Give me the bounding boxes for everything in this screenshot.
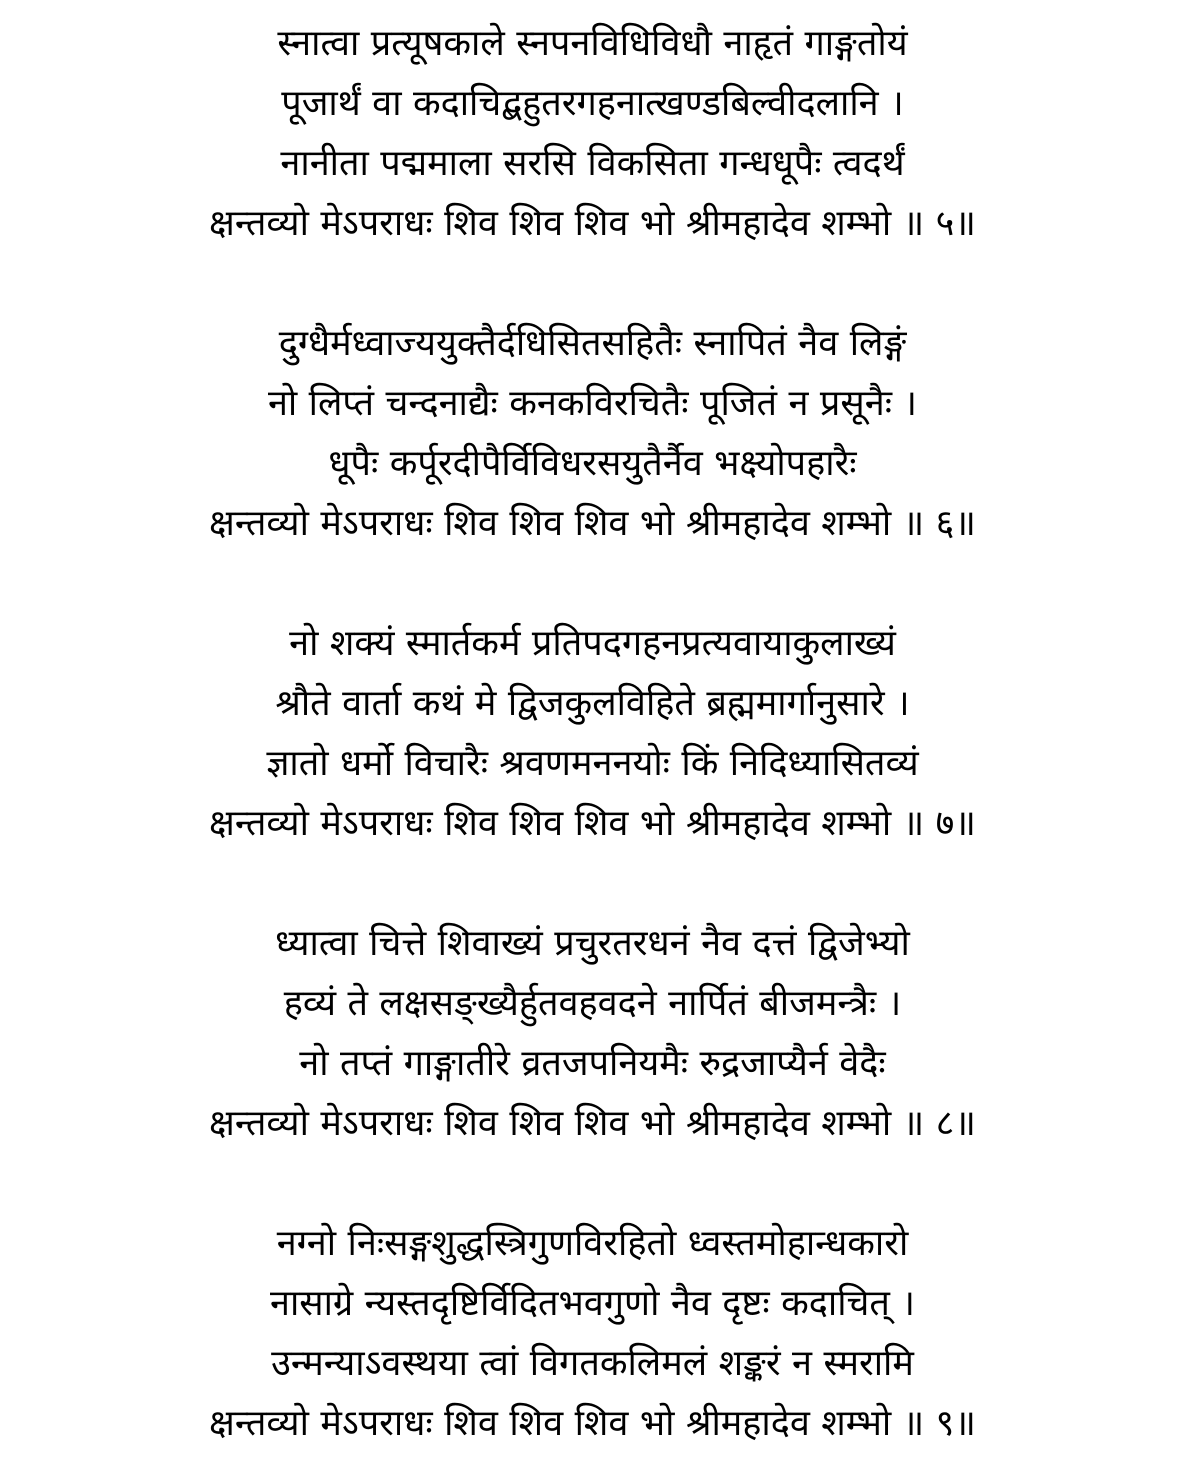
verse-line: नो तप्तं गाङ्गातीरे व्रतजपनियमैः रुद्रजाप्यैर्न वेदैः	[299, 1043, 886, 1084]
verse-9	[0, 1214, 1181, 1454]
verse-line: श्रौते वार्ता कथं मे द्विजकुलविहिते ब्रह्ममार्गानुसारे ।	[275, 683, 910, 724]
verse-line: नो शक्यं स्मार्तकर्म प्रतिपदगहनप्रत्यवायाकुलाख्यं	[289, 623, 896, 664]
verse-refrain: क्षन्तव्यो मेऽपराधः शिव शिव शिव भो श्रीमहादेव शम्भो ॥ ८॥	[209, 1103, 976, 1144]
verse-line: नानीता पद्ममाला सरसि विकसिता गन्धधूपैः त्वदर्थं	[280, 143, 905, 184]
verse-line: नग्नो निःसङ्गशुद्धस्त्रिगुणविरहितो ध्वस्तमोहान्धकारो	[276, 1223, 909, 1264]
verse-line: हव्यं ते लक्षसङ्ख्यैर्हुतवहवदने नार्पितं बीजमन्त्रैः ।	[283, 983, 902, 1024]
verse-line: दुग्धैर्मध्वाज्ययुक्तैर्दधिसितसहितैः स्नापितं नैव लिङ्गं	[278, 323, 907, 364]
verse-line: पूजार्थं वा कदाचिद्बहुतरगहनात्खण्डबिल्वीदलानि ।	[281, 83, 904, 124]
verse-refrain: क्षन्तव्यो मेऽपराधः शिव शिव शिव भो श्रीमहादेव शम्भो ॥ ७॥	[209, 803, 976, 844]
verse-line: उन्मन्याऽवस्थया त्वां विगतकलिमलं शङ्करं न स्मरामि	[271, 1343, 914, 1384]
verse-line: स्नात्वा प्रत्यूषकाले स्नपनविधिविधौ नाहृतं गाङ्गतोयं	[277, 23, 908, 64]
verse-refrain: क्षन्तव्यो मेऽपराधः शिव शिव शिव भो श्रीमहादेव शम्भो ॥ ५॥	[209, 203, 976, 244]
verse-6	[0, 314, 1181, 554]
verse-refrain: क्षन्तव्यो मेऽपराधः शिव शिव शिव भो श्रीमहादेव शम्भो ॥ ६॥	[209, 503, 976, 544]
verse-line: नासाग्रे न्यस्तदृष्टिर्विदितभवगुणो नैव दृष्टः कदाचित् ।	[269, 1283, 916, 1324]
verse-line: ध्यात्वा चित्ते शिवाख्यं प्रचुरतरधनं नैव दत्तं द्विजेभ्यो	[275, 923, 910, 964]
verse-line: ज्ञातो धर्मो विचारैः श्रवणमननयोः किं निदिध्यासितव्यं	[266, 743, 919, 784]
verse-5	[0, 14, 1181, 254]
verse-7	[0, 614, 1181, 854]
verse-line: धूपैः कर्पूरदीपैर्विविधरसयुतैर्नैव भक्ष्योपहारैः	[328, 443, 857, 484]
verse-refrain: क्षन्तव्यो मेऽपराधः शिव शिव शिव भो श्रीमहादेव शम्भो ॥ ९॥	[209, 1403, 976, 1444]
verse-8	[0, 914, 1181, 1154]
verse-line: नो लिप्तं चन्दनाद्यैः कनकविरचितैः पूजितं न प्रसूनैः ।	[267, 383, 918, 424]
